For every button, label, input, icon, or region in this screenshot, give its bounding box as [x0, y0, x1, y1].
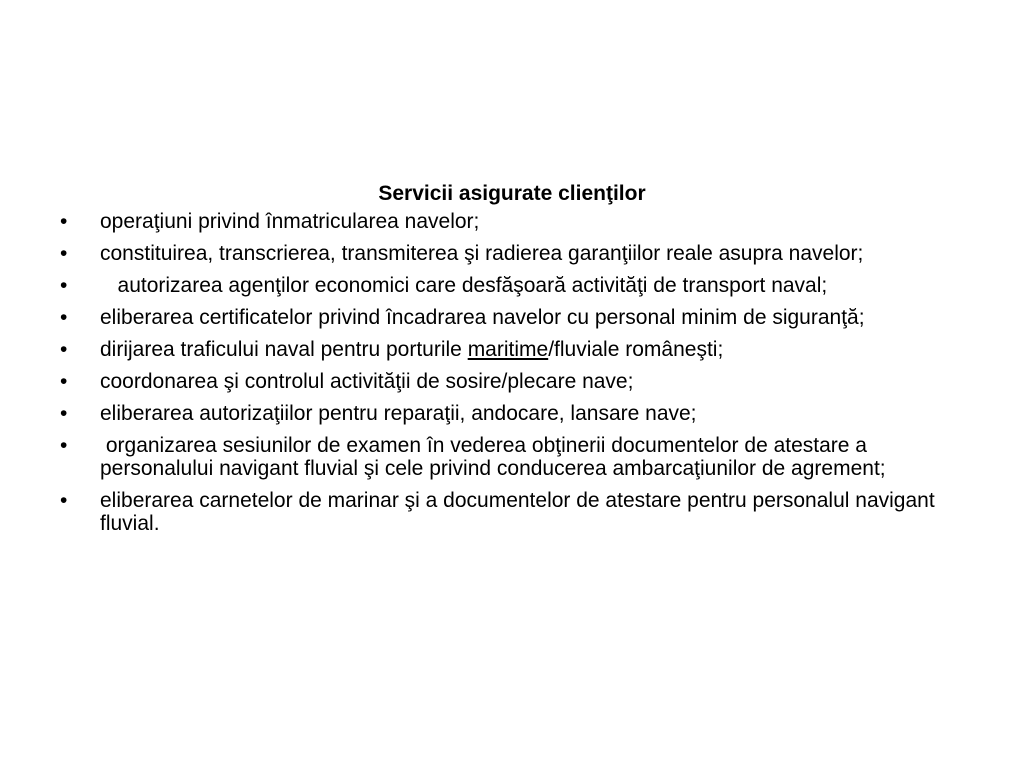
bullet-icon: • [60, 402, 68, 425]
list-item [60, 306, 940, 329]
list-item-text: organizarea sesiunilor de examen în vederea obţinerii documentelor de atestare a personalului navigant fluvial şi cele privind conducerea ambarcaţiunilor de agrement; [100, 434, 886, 480]
list-item [60, 370, 940, 393]
bullet-icon: • [60, 306, 68, 329]
list-item-text: constituirea, transcrierea, transmiterea şi radierea garanţiilor reale asupra navelor; [100, 242, 864, 265]
list-item-text-after: /fluviale româneşti; [548, 338, 724, 361]
services-list [60, 210, 940, 544]
list-item [60, 489, 940, 535]
underlined-word: maritime [467, 338, 549, 361]
list-item-text-before: dirijarea traficului naval pentru porturile [100, 338, 468, 361]
list-item [60, 210, 940, 233]
bullet-icon: • [60, 210, 68, 233]
list-item-text: coordonarea şi controlul activităţii de sosire/plecare nave; [100, 370, 634, 393]
bullet-icon: • [60, 338, 68, 361]
list-item-text: eliberarea autorizaţiilor pentru reparaţii, andocare, lansare nave; [100, 402, 697, 425]
bullet-icon: • [60, 434, 68, 457]
list-item [60, 338, 940, 361]
list-item [60, 242, 940, 265]
bullet-icon: • [60, 274, 68, 297]
list-item [60, 274, 940, 297]
slide-title: Servicii asigurate clienţilor [378, 182, 646, 205]
list-item-text: operaţiuni privind înmatricularea navelor; [100, 210, 480, 233]
bullet-icon: • [60, 370, 68, 393]
list-item-text: eliberarea certificatelor privind încadrarea navelor cu personal minim de siguranţă; [100, 306, 865, 329]
list-item [60, 402, 940, 425]
list-item-text: eliberarea carnetelor de marinar şi a documentelor de atestare pentru personalul navigant fluvial. [100, 489, 935, 535]
list-item-text: autorizarea agenţilor economici care desfăşoară activităţi de transport naval; [100, 274, 828, 297]
bullet-icon: • [60, 242, 68, 265]
bullet-icon: • [60, 489, 68, 512]
list-item [60, 434, 940, 480]
